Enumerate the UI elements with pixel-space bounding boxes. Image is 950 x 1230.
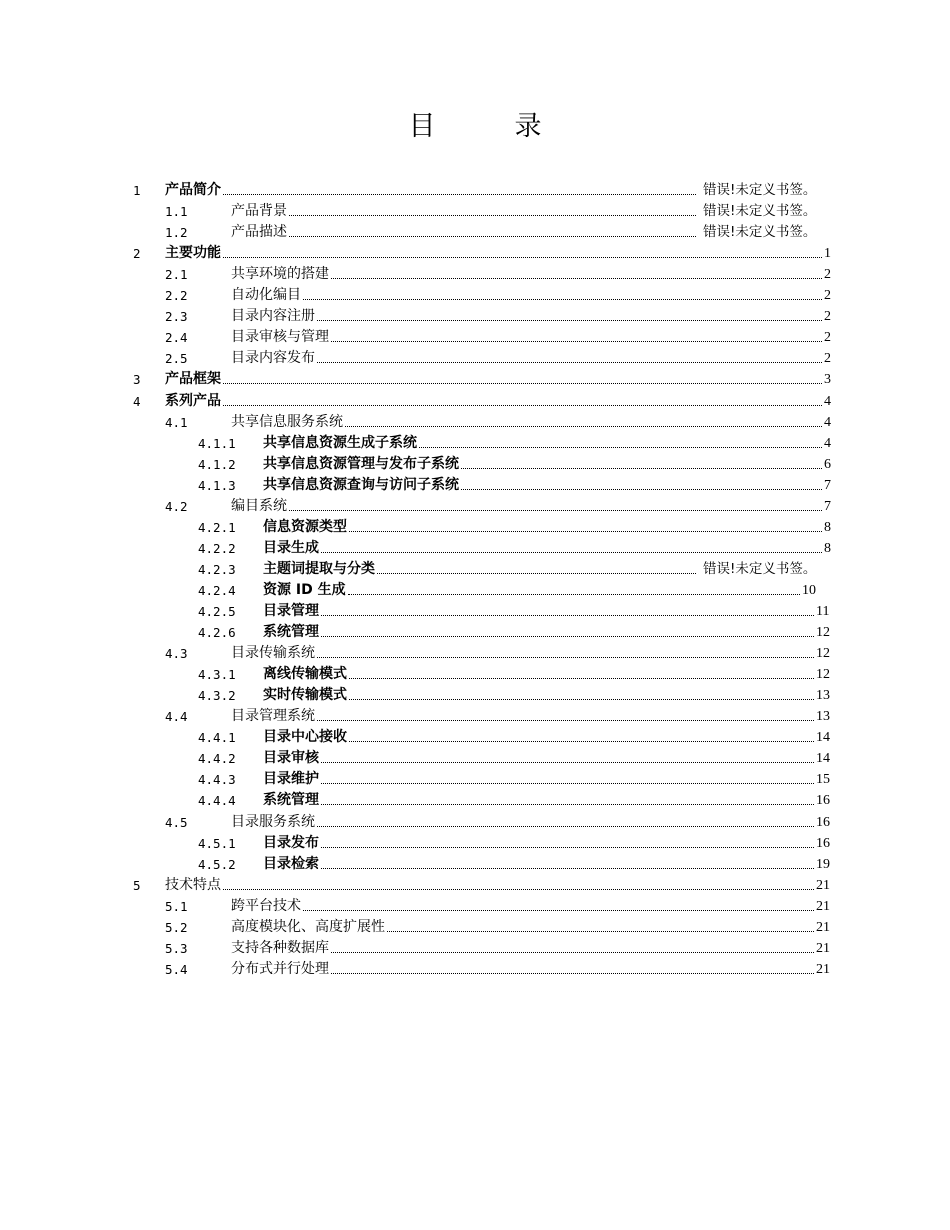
toc-leader-dots	[377, 573, 696, 574]
toc-entry[interactable]	[0, 180, 950, 201]
toc-entry-page: 8	[824, 519, 831, 535]
toc-entry-page: 10	[802, 582, 816, 598]
toc-entry-number: 2.2	[165, 288, 188, 304]
toc-leader-dots	[331, 341, 822, 342]
toc-entry-number: 4.5	[165, 814, 188, 830]
toc-entry[interactable]	[0, 327, 950, 348]
toc-entry-page: 4	[824, 414, 831, 430]
toc-entry-number: 5.2	[165, 919, 188, 935]
toc-entry-number: 4.4.4	[198, 793, 236, 809]
toc-entry-title: 实时传输模式	[263, 687, 347, 704]
toc-entry-number: 4.5.1	[198, 835, 236, 851]
toc-entry-page: 2	[824, 330, 831, 346]
toc-entry[interactable]	[0, 854, 950, 875]
toc-entry-page: 错误!未定义书签。	[703, 224, 817, 241]
toc-entry-page: 错误!未定义书签。	[703, 203, 817, 220]
toc-entry-number: 4.3	[165, 646, 188, 662]
toc-entry-number: 4.4	[165, 709, 188, 725]
toc-entry-page: 16	[816, 793, 830, 809]
toc-entry-title: 分布式并行处理	[231, 960, 329, 977]
toc-entry-number: 2.3	[165, 309, 188, 325]
toc-entry-title: 产品简介	[165, 182, 221, 198]
toc-entry[interactable]	[0, 812, 950, 833]
toc-entry-title: 高度模块化、高度扩展性	[231, 918, 385, 935]
toc-entry-number: 1	[133, 183, 141, 198]
toc-leader-dots	[223, 257, 822, 258]
toc-entry-page: 12	[816, 625, 830, 641]
toc-entry-number: 4.1	[165, 414, 188, 430]
toc-entry-number: 2.4	[165, 330, 188, 346]
toc-entry[interactable]	[0, 622, 950, 643]
toc-entry-title: 目录生成	[263, 539, 319, 556]
toc-entry-title: 主题词提取与分类	[263, 560, 375, 577]
toc-entry-title: 支持各种数据库	[231, 939, 329, 956]
toc-entry-number: 4.1.3	[198, 477, 236, 493]
toc-entry-title: 技术特点	[165, 876, 221, 893]
toc-entry-number: 2	[133, 246, 141, 262]
toc-entry-title: 目录服务系统	[231, 813, 315, 830]
toc-entry[interactable]	[0, 896, 950, 917]
toc-entry[interactable]	[0, 369, 950, 390]
toc-entry-page: 7	[824, 477, 831, 493]
toc-leader-dots	[348, 594, 800, 595]
toc-entry-page: 13	[816, 688, 830, 704]
toc-entry[interactable]	[0, 412, 950, 433]
toc-entry[interactable]	[0, 201, 950, 222]
toc-entry-title: 目录中心接收	[263, 729, 347, 746]
toc-entry-page: 12	[816, 667, 830, 683]
toc-leader-dots	[289, 215, 696, 216]
toc-entry-title: 目录发布	[263, 834, 319, 851]
toc-entry[interactable]	[0, 706, 950, 727]
toc-entry-page: 16	[816, 835, 830, 851]
toc-leader-dots	[419, 447, 822, 448]
toc-leader-dots	[223, 194, 696, 195]
toc-entry[interactable]	[0, 643, 950, 664]
toc-leader-dots	[321, 615, 814, 616]
toc-entry-number: 4.2.2	[198, 540, 236, 556]
toc-entry[interactable]	[0, 875, 950, 896]
toc-leader-dots	[321, 762, 814, 763]
toc-entry[interactable]	[0, 243, 950, 264]
toc-entry-number: 4.3.1	[198, 667, 236, 683]
toc-entry-title: 目录检索	[263, 855, 319, 872]
toc-entry-page: 6	[824, 456, 831, 472]
toc-entry[interactable]	[0, 727, 950, 748]
toc-leader-dots	[461, 468, 822, 469]
toc-entry-title: 信息资源类型	[263, 518, 347, 535]
toc-entry-page: 21	[816, 877, 830, 893]
toc-entry-page: 14	[816, 751, 830, 767]
toc-entry-page: 13	[816, 709, 830, 725]
toc-entry-page: 15	[816, 772, 830, 788]
toc-entry[interactable]	[0, 285, 950, 306]
toc-entry-number: 5.4	[165, 961, 188, 977]
toc-entry-title: 产品框架	[165, 371, 221, 388]
toc-entry-title: 产品描述	[231, 224, 287, 241]
toc-entry-page: 11	[816, 604, 830, 619]
toc-leader-dots	[331, 278, 822, 279]
toc-entry-number: 4.1.1	[198, 435, 236, 451]
toc-entry-page: 3	[824, 372, 831, 388]
toc-entry-number: 1.2	[165, 225, 188, 241]
toc-entry[interactable]	[0, 391, 950, 412]
toc-entry-page: 2	[824, 288, 831, 304]
toc-entry-title: 目录管理	[263, 603, 319, 619]
toc-entry[interactable]	[0, 790, 950, 811]
toc-entry-number: 4.4.2	[198, 751, 236, 767]
toc-entry[interactable]	[0, 306, 950, 327]
toc-entry-title: 目录维护	[263, 771, 319, 788]
toc-entry-number: 4.2.1	[198, 519, 236, 535]
toc-entry-number: 3	[133, 372, 141, 388]
toc-entry-title: 离线传输模式	[263, 666, 347, 683]
toc-entry-page: 2	[824, 267, 831, 283]
toc-entry[interactable]	[0, 517, 950, 538]
toc-entry-title: 跨平台技术	[231, 897, 301, 914]
toc-entry-number: 4.1.2	[198, 456, 236, 472]
toc-entry-title: 产品背景	[231, 203, 287, 220]
toc-entry-number: 4.5.2	[198, 856, 236, 872]
toc-entry[interactable]	[0, 833, 950, 854]
toc-leader-dots	[223, 383, 822, 384]
toc-leader-dots	[349, 531, 822, 532]
toc-leader-dots	[321, 847, 814, 848]
toc-entry-title: 共享信息资源生成子系统	[263, 434, 417, 451]
toc-entry[interactable]	[0, 601, 950, 622]
toc-entry-number: 5.1	[165, 898, 188, 914]
toc-entry-number: 4.2	[165, 498, 188, 514]
toc-entry-number: 4.2.3	[198, 561, 236, 577]
toc-leader-dots	[387, 931, 814, 932]
toc-entry-page: 21	[816, 898, 830, 914]
toc-entry-title: 共享信息资源查询与访问子系统	[263, 476, 459, 493]
toc-entry-title: 目录管理系统	[231, 708, 315, 725]
toc-entry[interactable]	[0, 938, 950, 959]
toc-leader-dots	[303, 910, 814, 911]
toc-entry[interactable]	[0, 264, 950, 285]
toc-entry-title: 共享信息服务系统	[231, 413, 343, 430]
toc-entry[interactable]	[0, 496, 950, 517]
toc-entry-page: 16	[816, 814, 830, 830]
toc-leader-dots	[321, 868, 814, 869]
toc-entry-page: 错误!未定义书签。	[703, 182, 817, 198]
toc-entry[interactable]	[0, 433, 950, 454]
toc-entry-title: 主要功能	[165, 245, 221, 262]
toc-leader-dots	[345, 426, 822, 427]
toc-entry-title: 编目系统	[231, 497, 287, 514]
toc-entry-number: 4.2.6	[198, 625, 236, 641]
toc-leader-dots	[321, 552, 822, 553]
toc-entry-number: 4.2.4	[198, 582, 236, 598]
toc-entry[interactable]	[0, 454, 950, 475]
toc-leader-dots	[289, 510, 822, 511]
toc-entry-number: 5.3	[165, 940, 188, 956]
toc-entry-page: 19	[816, 856, 830, 872]
toc-entry-page: 8	[824, 540, 831, 556]
toc-entry-number: 4	[133, 393, 141, 409]
toc-leader-dots	[461, 489, 822, 490]
toc-entry-title: 目录传输系统	[231, 645, 315, 662]
toc-entry-page: 错误!未定义书签。	[703, 560, 817, 577]
toc-entry-number: 4.3.2	[198, 688, 236, 704]
toc-entry-page: 4	[824, 435, 831, 451]
toc-entry[interactable]	[0, 685, 950, 706]
toc-entry-number: 2.5	[165, 351, 188, 367]
toc-entry[interactable]	[0, 580, 950, 601]
toc-entry-page: 7	[824, 498, 831, 514]
toc-leader-dots	[317, 362, 822, 363]
toc-entry-page: 21	[816, 919, 830, 935]
toc-leader-dots	[303, 299, 822, 300]
toc-entry[interactable]	[0, 222, 950, 243]
toc-leader-dots	[317, 826, 814, 827]
toc-entry-number: 2.1	[165, 267, 188, 283]
toc-entry-number: 4.4.1	[198, 730, 236, 746]
toc-entry[interactable]	[0, 769, 950, 790]
toc-leader-dots	[317, 320, 822, 321]
toc-entry-number: 4.4.3	[198, 772, 236, 788]
toc-entry-page: 21	[816, 961, 830, 977]
toc-entry[interactable]	[0, 475, 950, 496]
toc-entry-page: 21	[816, 940, 830, 956]
toc-entry-title: 资源 ID 生成	[263, 581, 346, 598]
toc-leader-dots	[321, 783, 814, 784]
toc-entry-page: 14	[816, 730, 830, 746]
toc-leader-dots	[331, 952, 814, 953]
toc-leader-dots	[349, 699, 814, 700]
toc-entry[interactable]	[0, 348, 950, 369]
toc-leader-dots	[321, 636, 814, 637]
toc-entry-page: 4	[824, 393, 831, 409]
toc-entry-title: 系列产品	[165, 392, 221, 409]
toc-entry-title: 目录审核	[263, 750, 319, 767]
toc-leader-dots	[317, 720, 814, 721]
toc-entry-title: 系统管理	[263, 624, 319, 641]
toc-entry-page: 12	[816, 646, 830, 662]
toc-leader-dots	[317, 657, 814, 658]
toc-entry-page: 2	[824, 309, 831, 325]
toc-entry[interactable]	[0, 748, 950, 769]
toc-entry[interactable]	[0, 959, 950, 980]
page-title: 目 录	[408, 111, 568, 142]
toc-entry-number: 4.2.5	[198, 604, 236, 619]
toc-entry-title: 系统管理	[263, 792, 319, 809]
toc-entry-title: 目录审核与管理	[231, 329, 329, 346]
toc-leader-dots	[349, 678, 814, 679]
toc-entry[interactable]	[0, 559, 950, 580]
toc-entry-title: 目录内容发布	[231, 350, 315, 367]
toc-leader-dots	[331, 973, 814, 974]
toc-leader-dots	[289, 236, 696, 237]
toc-entry[interactable]	[0, 917, 950, 938]
toc-leader-dots	[223, 889, 814, 890]
toc-leader-dots	[223, 405, 822, 406]
toc-entry-title: 共享信息资源管理与发布子系统	[263, 455, 459, 472]
toc-entry-title: 目录内容注册	[231, 308, 315, 325]
toc-leader-dots	[321, 804, 814, 805]
toc-entry[interactable]	[0, 538, 950, 559]
toc-entry[interactable]	[0, 664, 950, 685]
toc-entry-page: 2	[824, 351, 831, 367]
toc-entry-title: 自动化编目	[231, 287, 301, 304]
toc-entry-page: 1	[824, 246, 831, 262]
toc-entry-number: 1.1	[165, 204, 188, 220]
toc-entry-title: 共享环境的搭建	[231, 266, 329, 283]
toc-leader-dots	[349, 741, 814, 742]
toc-entry-number: 5	[133, 877, 141, 893]
